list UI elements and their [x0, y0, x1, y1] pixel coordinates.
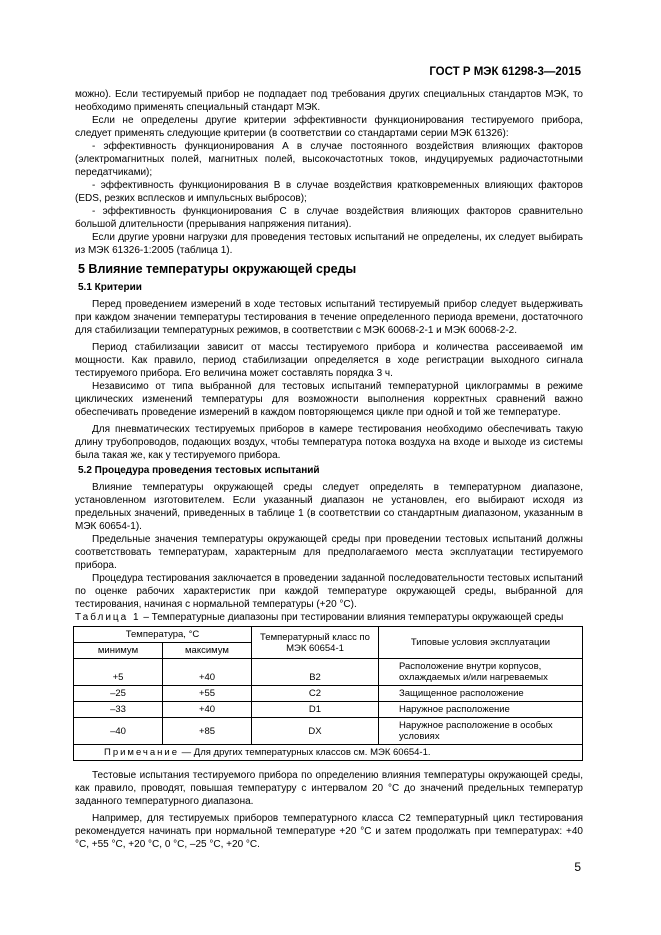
cell-max: +40 [163, 659, 252, 686]
document-header: ГОСТ Р МЭК 61298-3—2015 [429, 66, 581, 78]
table-row [74, 718, 583, 745]
col-header-min: минимум [74, 643, 163, 659]
paragraph: Тестовые испытания тестируемого прибора по определению влияния температуры окружающей среды, как правило, проводят, повышая температуру с интервалом 20 °С до значений предельных температур заданного температурного диапазона. [75, 770, 583, 807]
cell-max: +55 [163, 686, 252, 702]
col-header-class: Температурный класс по МЭК 60654-1 [252, 627, 379, 659]
document-body [75, 88, 583, 851]
table-note-label: Примечание [104, 747, 179, 758]
table-caption [75, 611, 583, 624]
cell-class: D1 [252, 702, 379, 718]
cell-conditions: Расположение внутри корпусов, охлаждаемых и/или нагреваемых [379, 659, 583, 686]
table-caption-label: Таблица 1 [75, 612, 141, 623]
table-row [74, 702, 583, 718]
list-item: - эффективность функционирования В в случае воздействия кратковременных влияющих факторов (EDS, резких всплесков и импульсных выбросов); [75, 180, 583, 204]
cell-class: C2 [252, 686, 379, 702]
cell-min: +5 [74, 659, 163, 686]
cell-conditions: Наружное расположение в особых условиях [379, 718, 583, 745]
paragraph: Независимо от типа выбранной для тестовых испытаний температурной циклограммы в режиме циклических изменений температуры для возможности выполнения корректных сравнений важно обеспечивать проведение измерений в каждом повторяющемся цикле при одной и той же температуре. [75, 381, 583, 418]
table-caption-text: – Температурные диапазоны при тестировании влияния температуры окружающей среды [140, 612, 564, 623]
col-header-temperature: Температура, °С [74, 627, 252, 643]
paragraph: Если не определены другие критерии эффективности функционирования тестируемого прибора, следует применять следующие критерии (в соответствии со стандартами серии МЭК 61326): [75, 115, 583, 139]
table-note [74, 745, 583, 761]
page-number: 5 [574, 860, 581, 874]
paragraph: Процедура тестирования заключается в проведении заданной последовательности тестовых испытаний по оценке рабочих характеристик при каждой температуре окружающей среды, выбранной для тестирования, начиная с нормальной температуры (+20 °С). [75, 573, 583, 610]
paragraph: Влияние температуры окружающей среды следует определять в температурном диапазоне, установленном изготовителем. Если указанный диапазон не установлен, его выбирают исходя из предельных значений, приведенных в таблице 1 (в соответствии со стандартным диапазоном, указанным в МЭК 60654-1). [75, 482, 583, 532]
cell-max: +85 [163, 718, 252, 745]
paragraph: Для пневматических тестируемых приборов в камере тестирования необходимо обеспечивать такую длину трубопроводов, подающих воздух, чтобы температура потока воздуха на входе и выходе из системы была такая же, как у тестируемого прибора. [75, 424, 583, 461]
paragraph: Период стабилизации зависит от массы тестируемого прибора и количества рассеиваемой им мощности. Как правило, период стабилизации определяется в ходе регистрации выходного сигнала тестируемого прибора. Его величина может составлять порядка 3 ч. [75, 342, 583, 379]
temperature-table [73, 626, 583, 761]
cell-class: B2 [252, 659, 379, 686]
paragraph: Если другие уровни нагрузки для проведения тестовых испытаний не определены, их следует выбирать из МЭК 61326-1:2005 (таблица 1). [75, 232, 583, 256]
paragraph: Например, для тестируемых приборов температурного класса С2 температурный цикл тестирования рекомендуется начинать при нормальной температуре +20 °С и затем продолжать при температурах: +40 °С, +55 °С, +20 °С, 0 °С, –25 °С, +20 °С. [75, 813, 583, 850]
paragraph: Предельные значения температуры окружающей среды при проведении тестовых испытаний должны соответствовать температурам, характерным для предполагаемого места эксплуатации тестируемого прибора. [75, 534, 583, 571]
list-item: - эффективность функционирования С в случае воздействия влияющих факторов сравнительно большой длительности (прерывания напряжения питания). [75, 206, 583, 230]
table-row [74, 686, 583, 702]
table-row [74, 659, 583, 686]
cell-max: +40 [163, 702, 252, 718]
cell-conditions: Наружное расположение [379, 702, 583, 718]
table-note-text: — Для других температурных классов см. МЭК 60654-1. [179, 747, 431, 758]
paragraph: Перед проведением измерений в ходе тестовых испытаний тестируемый прибор следует выдерживать при каждом значении температуры тестирования в течение определенного периода времени, достаточного для стабилизации температурных режимов, в соответствии с МЭК 60068-2-1 и МЭК 60068-2-2. [75, 299, 583, 336]
cell-min: –33 [74, 702, 163, 718]
cell-min: –25 [74, 686, 163, 702]
section-heading: 5 Влияние температуры окружающей среды [78, 262, 357, 276]
subsection-heading: 5.1 Критерии [78, 282, 142, 293]
cell-conditions: Защищенное расположение [379, 686, 583, 702]
cell-class: DX [252, 718, 379, 745]
cell-min: –40 [74, 718, 163, 745]
list-item: - эффективность функционирования А в случае постоянного воздействия влияющих факторов (электромагнитных полей, магнитных полей, высокочастотных токов, индуцируемых радиочастотными передатчиками); [75, 141, 583, 178]
subsection-heading: 5.2 Процедура проведения тестовых испытаний [78, 465, 320, 476]
col-header-conditions: Типовые условия эксплуатации [379, 627, 583, 659]
paragraph: можно). Если тестируемый прибор не подпадает под требования других специальных стандартов МЭК, то необходимо применять специальный стандарт МЭК. [75, 89, 583, 113]
col-header-max: максимум [163, 643, 252, 659]
